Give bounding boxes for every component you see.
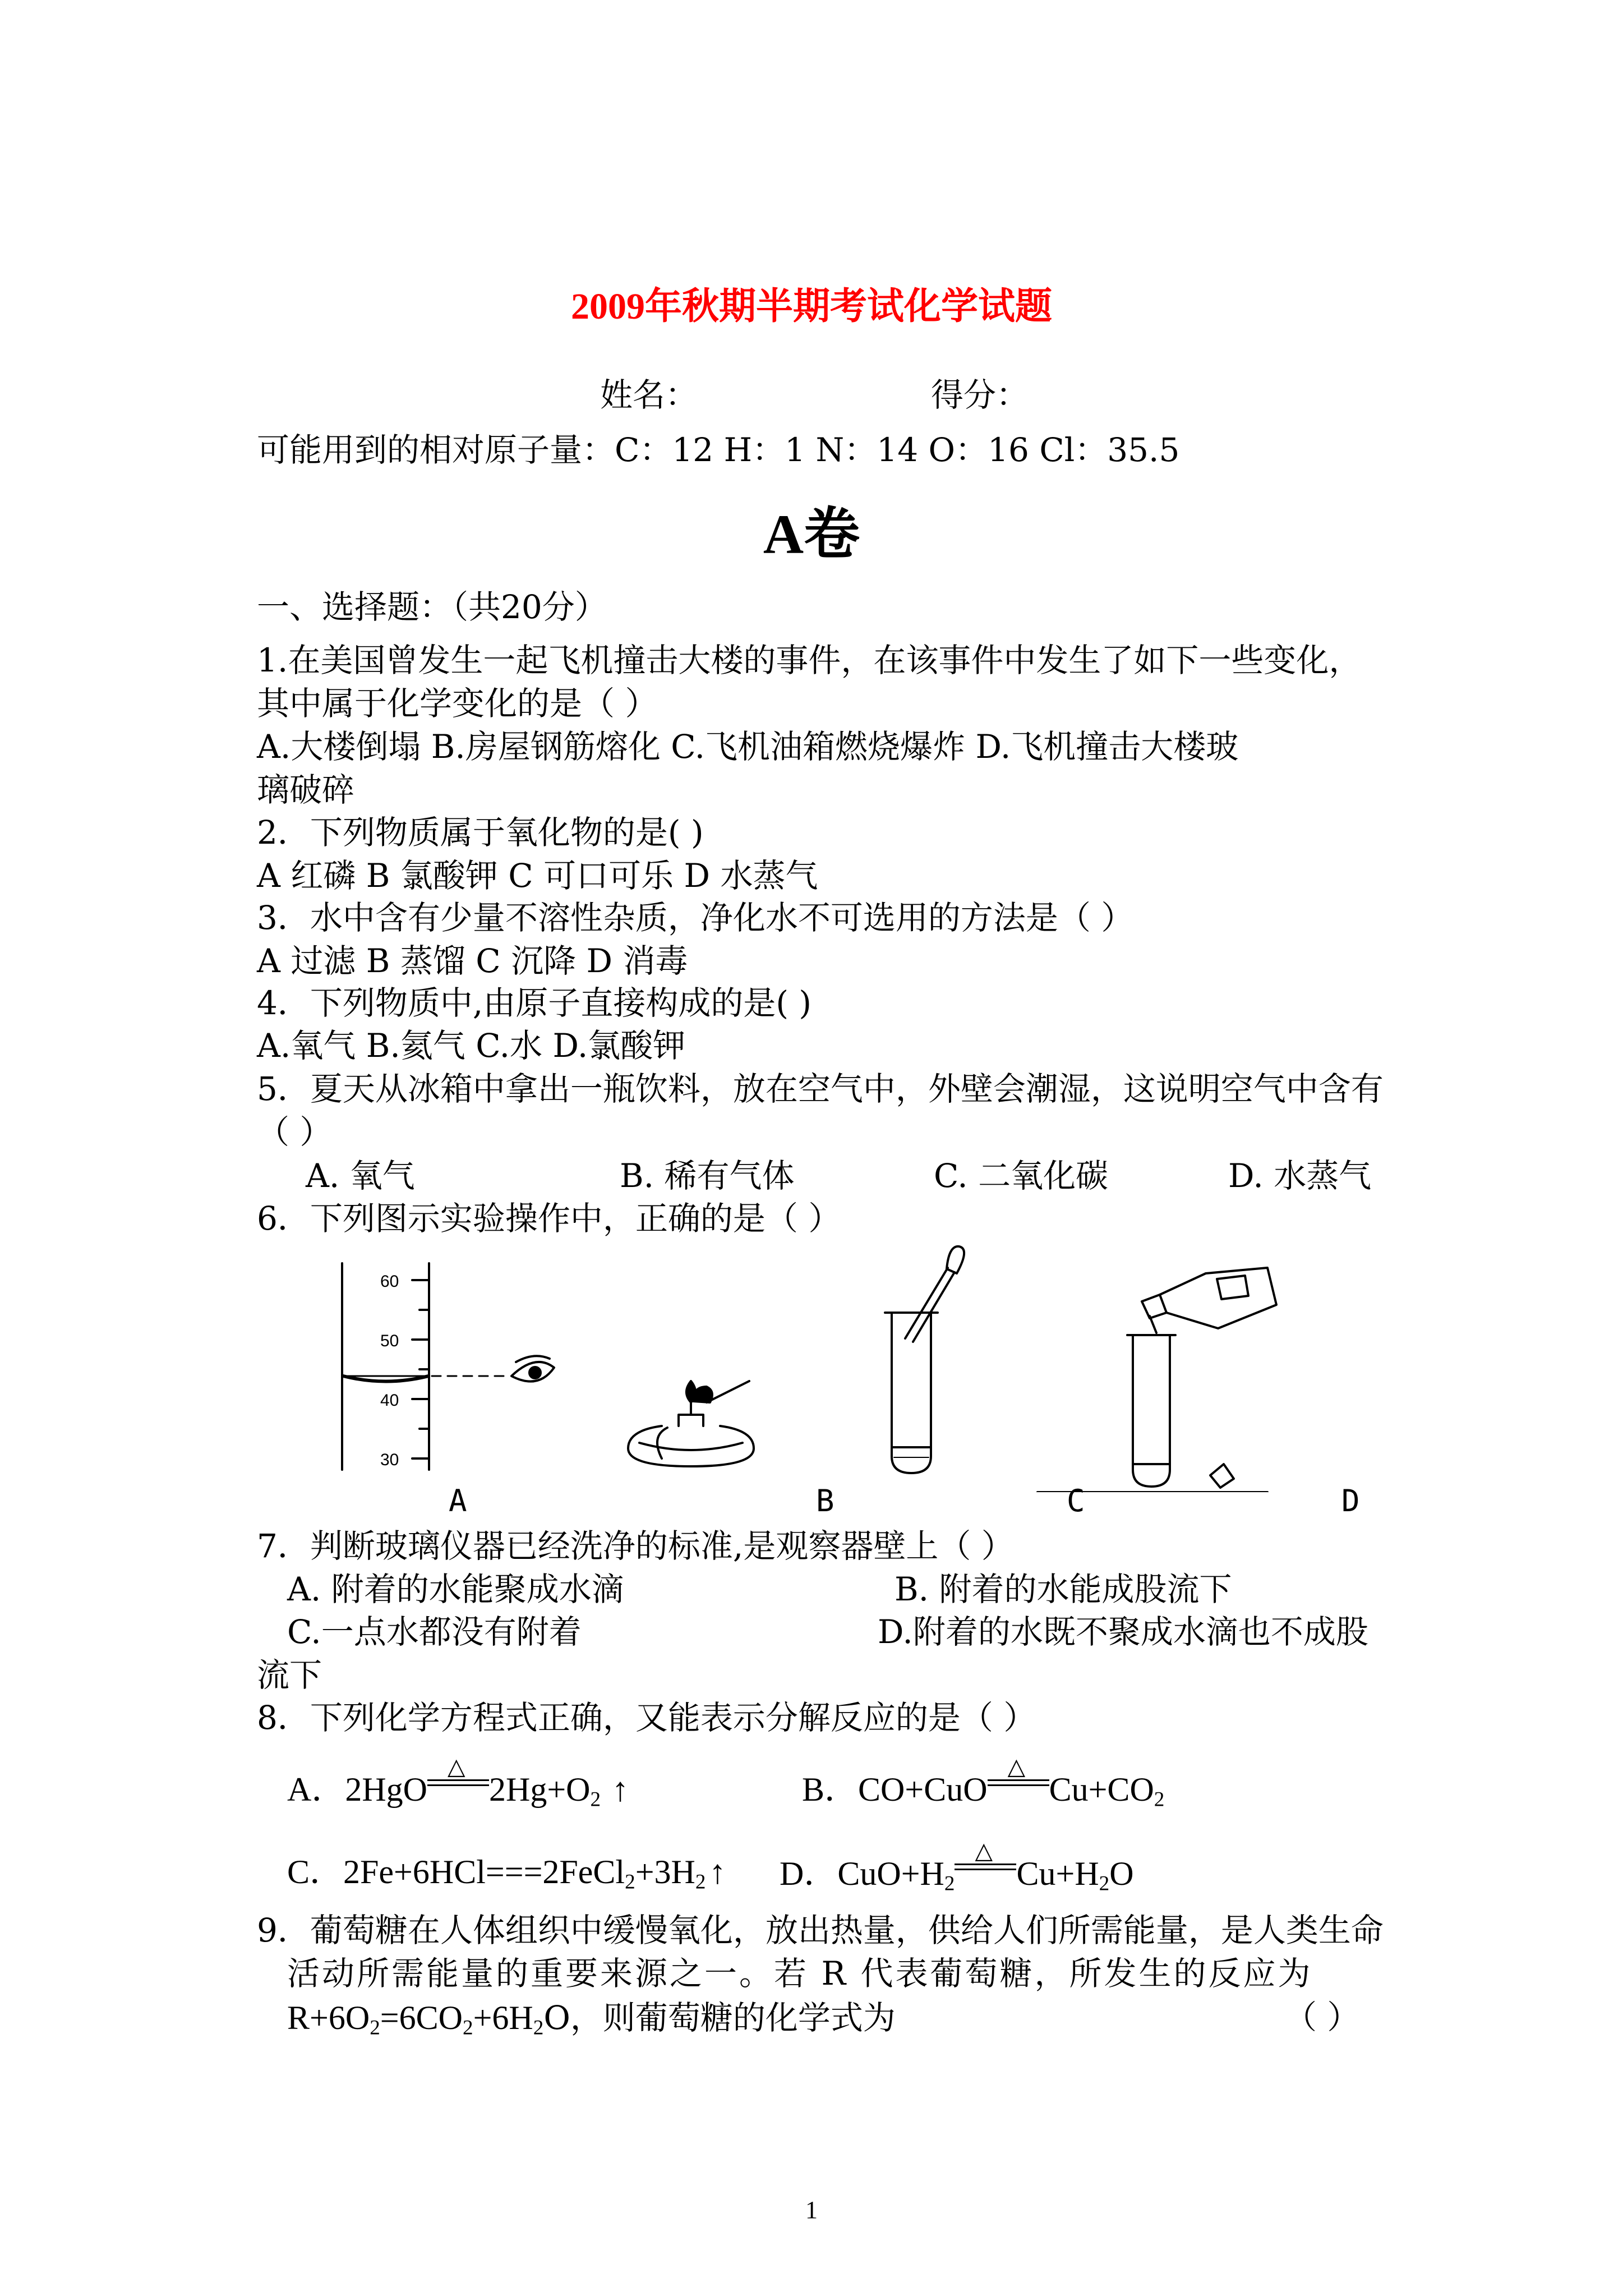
q5-option-c: C. 二氧化碳	[934, 1157, 1109, 1195]
alcohol-lamp-illustration	[628, 1381, 754, 1466]
graduated-cylinder-illustration	[342, 1263, 510, 1470]
q1-options-wrap: 璃破碎	[257, 771, 355, 809]
q8-option-a-subscript: 2	[590, 1788, 601, 1811]
page-number: 1	[805, 2196, 818, 2224]
q2-options: A 红磷 B 氯酸钾 C 可口可乐 D 水蒸气	[257, 857, 818, 895]
eye-icon	[511, 1356, 554, 1381]
q9-paren: （ ）	[1284, 1998, 1360, 2036]
q2-stem: 2．下列物质属于氧化物的是( )	[257, 813, 704, 852]
q3-options: A 过滤 B 蒸馏 C 沉降 D 消毒	[257, 942, 688, 980]
q9-equation-text: +6H	[473, 1999, 533, 2036]
q1-stem-line2: 其中属于化学变化的是（ ）	[257, 684, 658, 723]
atomic-masses: 可能用到的相对原子量：C：12 H：1 N：14 O：16 Cl：35.5	[257, 431, 1180, 469]
q8-option-d-subscript: 2	[1099, 1872, 1110, 1895]
exam-title: 2009年秋期半期考试化学试题	[571, 286, 1052, 327]
q3-stem: 3．水中含有少量不溶性杂质，净化水不可选用的方法是（ ）	[257, 899, 1134, 937]
section-a-title: A卷	[763, 503, 860, 565]
q8-option-b-right: Cu+CO	[1049, 1771, 1154, 1808]
part1-heading: 一、选择题：（共20分）	[257, 588, 607, 626]
name-label: 姓名：	[600, 376, 698, 414]
q7-option-c: C.一点水都没有附着	[287, 1613, 582, 1651]
q8-option-a-right: 2Hg+O	[489, 1771, 591, 1808]
q8-option-c-label: C．	[287, 1853, 344, 1890]
q5-option-d: D. 水蒸气	[1228, 1157, 1372, 1195]
q7-option-a: A. 附着的水能聚成水滴	[287, 1570, 624, 1608]
q9-equation-text: =6CO	[380, 1999, 463, 2036]
q8-option-b	[802, 1754, 1165, 1811]
q8-option-c-text: 2Fe+6HCl===2FeCl	[343, 1853, 625, 1890]
gas-arrow: ↑	[709, 1853, 726, 1890]
q8-option-d-label: D．	[780, 1855, 838, 1892]
q9-stem-line1: 9．葡萄糖在人体组织中缓慢氧化，放出热量，供给人们所需能量，是人类生命	[257, 1911, 1384, 1949]
q8-option-c	[287, 1851, 726, 1893]
q6-stem: 6．下列图示实验操作中，正确的是（ ）	[257, 1199, 841, 1237]
q9-equation-subscript: 2	[533, 2016, 544, 2040]
q8-option-d-text: CuO+H	[837, 1855, 944, 1892]
q7-option-d-wrap: 流下	[257, 1656, 322, 1694]
cylinder-tick-40: 40	[380, 1391, 399, 1410]
q6-caption-d: D	[1341, 1483, 1360, 1519]
q8-option-b-subscript: 2	[1154, 1788, 1165, 1811]
q9-equation-subscript: 2	[462, 2016, 473, 2040]
q1-stem-line1: 1.在美国曾发生一起飞机撞击大楼的事件，在该事件中发生了如下一些变化，	[257, 641, 1362, 679]
heat-triangle: △	[975, 1838, 993, 1864]
q9-stem-line2: 活动所需能量的重要来源之一。若 R 代表葡萄糖，所发生的反应为	[287, 1954, 1313, 1993]
q8-stem: 8．下列化学方程式正确，又能表示分解反应的是（ ）	[257, 1699, 1036, 1737]
q6-caption-b: B	[816, 1483, 834, 1519]
heat-triangle: △	[448, 1754, 465, 1779]
q8-option-d-subscript: 2	[944, 1872, 955, 1895]
q4-stem: 4．下列物质中,由原子直接构成的是( )	[257, 984, 812, 1022]
q8-option-c-text: +3H	[635, 1853, 695, 1890]
q5-paren: （ ）	[257, 1113, 333, 1151]
heat-sign	[427, 1754, 489, 1801]
cylinder-tick-30: 30	[380, 1451, 399, 1469]
q7-stem: 7．判断玻璃仪器已经洗净的标准,是观察器壁上（ ）	[257, 1527, 1014, 1565]
q6-caption-c: C	[1067, 1483, 1085, 1519]
q8-option-a-label: A．	[287, 1771, 345, 1808]
dropper-in-test-tube-illustration	[885, 1246, 964, 1473]
q8-option-a-left: 2HgO	[345, 1771, 428, 1808]
q9-equation	[287, 1997, 896, 2039]
cylinder-tick-50: 50	[380, 1332, 399, 1350]
q8-option-d-text: Cu+H	[1016, 1855, 1099, 1892]
q9-equation-text: R+6O	[287, 1999, 370, 2036]
q9-equation-subscript: 2	[370, 2016, 380, 2040]
q5-stem: 5．夏天从冰箱中拿出一瓶饮料，放在空气中，外壁会潮湿，这说明空气中含有	[257, 1070, 1384, 1108]
q1-options: A.大楼倒塌 B.房屋钢筋熔化 C.飞机油箱燃烧爆炸 D.飞机撞击大楼玻	[257, 728, 1239, 766]
q8-option-c-subscript: 2	[695, 1870, 706, 1894]
q4-options: A.氧气 B.氦气 C.水 D.氯酸钾	[257, 1027, 686, 1065]
q7-option-d: D.附着的水既不聚成水滴也不成股	[878, 1613, 1368, 1651]
q6-lab-figure	[314, 1234, 1324, 1492]
q8-option-a	[287, 1754, 629, 1811]
q5-option-a: A. 氧气	[306, 1157, 415, 1195]
gas-arrow: ↑	[612, 1771, 629, 1808]
pouring-into-test-tube-illustration	[1038, 1268, 1276, 1492]
q8-option-b-left: CO+CuO	[858, 1771, 988, 1808]
q6-caption-a: A	[449, 1483, 467, 1519]
q5-option-b: B. 稀有气体	[620, 1157, 795, 1195]
q8-option-b-label: B．	[802, 1771, 859, 1808]
q8-option-d-text: O	[1109, 1855, 1134, 1892]
cylinder-tick-60: 60	[380, 1272, 399, 1291]
heat-sign	[988, 1754, 1049, 1801]
score-label: 得分：	[931, 376, 1029, 414]
q9-equation-text: O，则葡萄糖的化学式为	[543, 1999, 896, 2037]
q8-option-d	[780, 1838, 1134, 1895]
q7-option-b: B. 附着的水能成股流下	[895, 1570, 1232, 1608]
heat-triangle: △	[1007, 1754, 1025, 1779]
heat-sign	[955, 1838, 1016, 1885]
q8-option-c-subscript: 2	[625, 1870, 635, 1894]
